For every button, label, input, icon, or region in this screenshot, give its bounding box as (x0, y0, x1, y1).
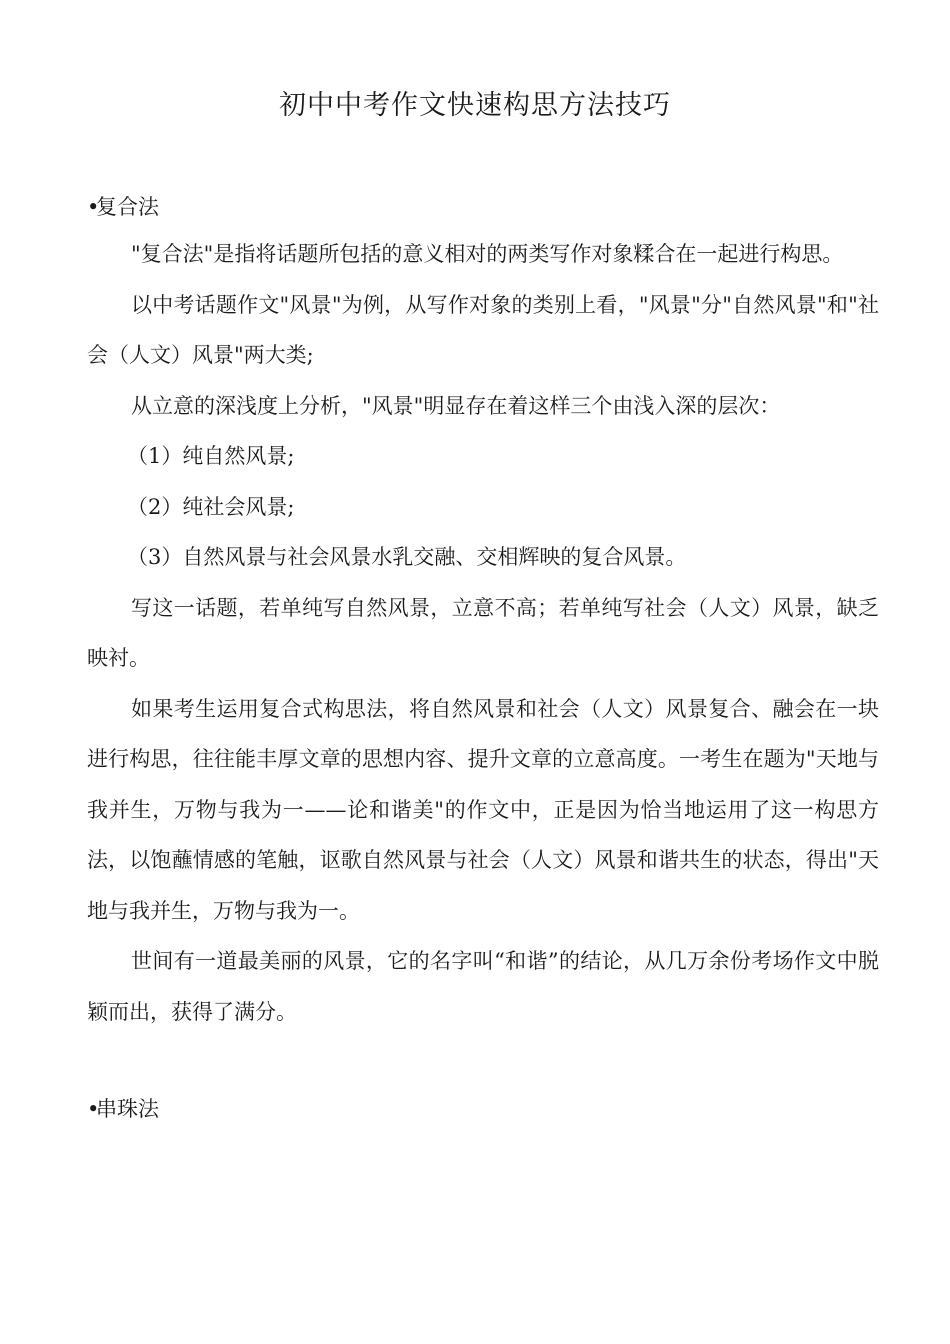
section-heading-label: 复合法 (96, 195, 159, 219)
section-heading-fuhefa (87, 192, 159, 222)
section-heading-label: 串珠法 (96, 1097, 159, 1121)
paragraph: 从立意的深浅度上分析，"风景"明显存在着这样三个由浅入深的层次： (131, 393, 781, 418)
paragraph: 写这一话题，若单纯写自然风景，立意不高；若单纯写社会（人文）风景，缺乏映衬。 (87, 595, 879, 670)
paragraph: 世间有一道最美丽的风景，它的名字叫“和谐”的结论，从几万余份考场作文中脱颖而出，获得了满分。 (87, 949, 879, 1024)
section-body-fuhefa (87, 229, 879, 1037)
list-item: （3）自然风景与社会风景水乳交融、交相辉映的复合风景。 (127, 545, 687, 569)
section-heading-chuanzhufa (87, 1094, 159, 1124)
paragraph: "复合法"是指将话题所包括的意义相对的两类写作对象糅合在一起进行构思。 (131, 242, 844, 266)
paragraph: 如果考生运用复合式构思法，将自然风景和社会（人文）风景复合、融会在一块进行构思，往往能丰厚文章的思想内容、提升文章的立意高度。一考生在题为"天地与我并生，万物与我为一——论和谐美"的作文中，正是因为恰当地运用了这一构思方法，以饱蘸情感的笔触，讴歌自然风景与社会（人文）风景和谐共生的状态，得出"天地与我并生，万物与我为一。 (87, 696, 879, 923)
paragraph: 以中考话题作文"风景"为例，从写作对象的类别上看，"风景"分"自然风景"和"社会（人文）风景"两大类; (87, 292, 879, 367)
bullet-marker: • (87, 195, 100, 219)
list-item: （1）纯自然风景; (127, 444, 295, 468)
bullet-marker: • (87, 1097, 100, 1121)
page-title: 初中中考作文快速构思方法技巧 (279, 90, 671, 121)
list-item: （2）纯社会风景; (127, 494, 295, 519)
